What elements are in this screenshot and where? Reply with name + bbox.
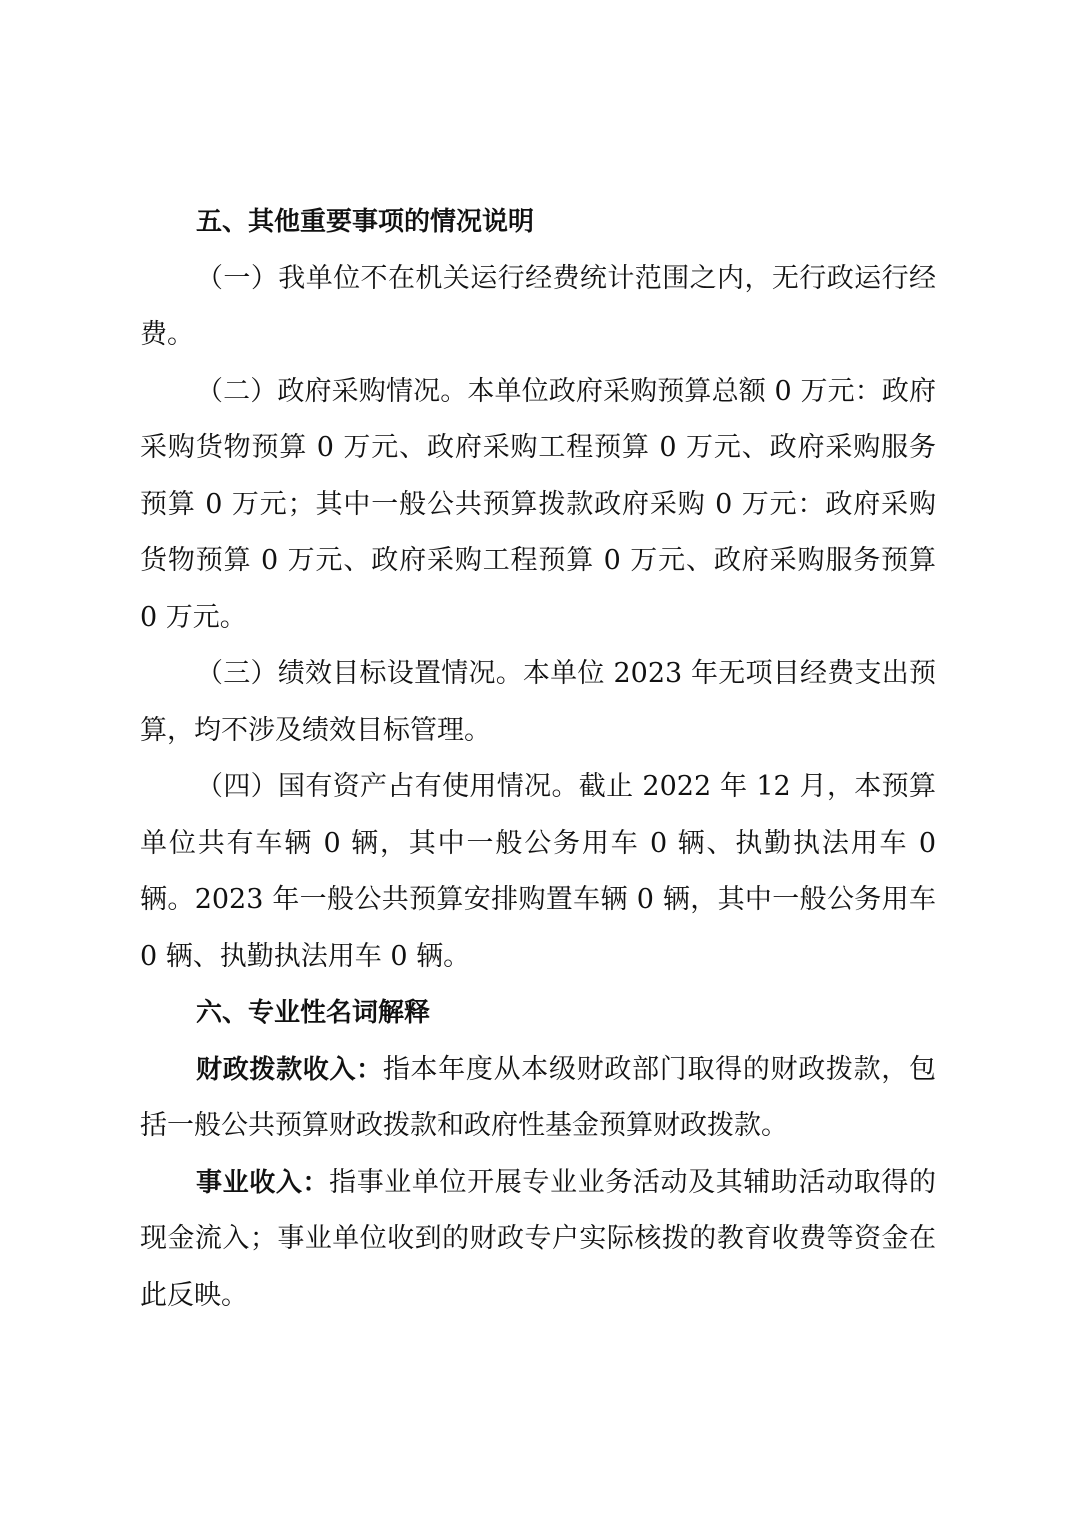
document-page xyxy=(140,194,936,1324)
section-5-heading: 五、其他重要事项的情况说明 xyxy=(196,207,535,237)
paragraph-performance-targets: （三）绩效目标设置情况。本单位 2023 年无项目经费支出预算，均不涉及绩效目标管理。 xyxy=(140,658,936,746)
paragraph-admin-expenses: （一）我单位不在机关运行经费统计范围之内，无行政运行经费。 xyxy=(140,262,936,350)
term-business-income-label: 事业收入： xyxy=(196,1167,330,1198)
term-business-income-text: 指事业单位开展专业业务活动及其辅助活动取得的现金流入；事业单位收到的财政专户实际核拨的教育收费等资金在此反映。 xyxy=(140,1166,936,1311)
section-6-heading: 六、专业性名词解释 xyxy=(196,998,431,1028)
term-business-income xyxy=(140,1155,936,1325)
term-fiscal-appropriation-text: 指本年度从本级财政部门取得的财政拨款，包括一般公共预算财政拨款和政府性基金预算财政拨款。 xyxy=(140,1053,936,1141)
paragraph-state-assets: （四）国有资产占有使用情况。截止 2022 年 12 月，本预算单位共有车辆 0 辆，其中一般公务用车 0 辆、执勤执法用车 0 辆。2023 年一般公共预算安排购置车辆 0 辆，其中一般公务用车 0 辆、执勤执法用车 0 辆。 xyxy=(140,771,936,972)
term-fiscal-appropriation-label: 财政拨款收入： xyxy=(196,1054,383,1085)
paragraph-government-procurement: （二）政府采购情况。本单位政府采购预算总额 0 万元：政府采购货物预算 0 万元、政府采购工程预算 0 万元、政府采购服务预算 0 万元；其中一般公共预算拨款政府采购 0 万元：政府采购货物预算 0 万元、政府采购工程预算 0 万元、政府采购服务预算 0 万元。 xyxy=(140,375,936,633)
term-fiscal-appropriation xyxy=(140,1042,936,1155)
